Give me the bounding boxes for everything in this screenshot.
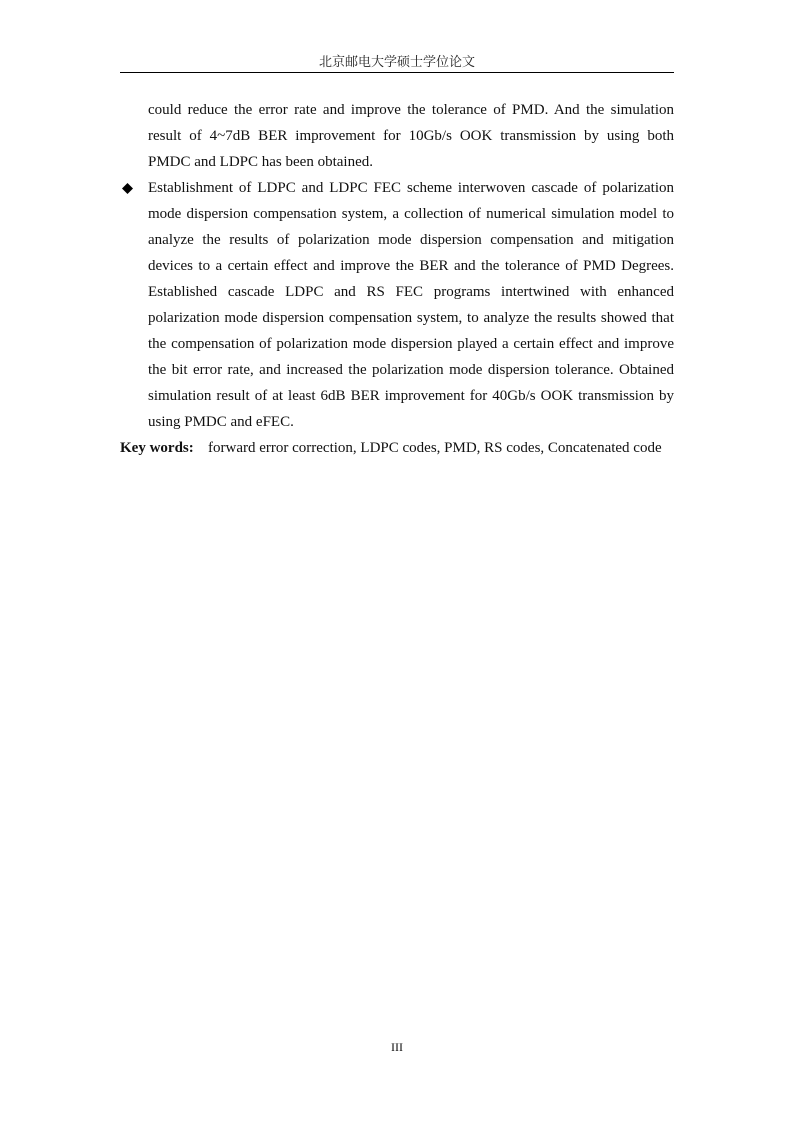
abstract-body [120, 97, 674, 461]
page-number: III [391, 1040, 403, 1054]
bullet-item-text: Establishment of LDPC and LDPC FEC scheme interwoven cascade of polarization mode dispersion compensation system, a collection of numerical simulation model to analyze the results of polarization mode dispersion compensation and mitigation devices to a certain effect and improve the BER and the tolerance of PMD Degrees. Established cascade LDPC and RS FEC programs intertwined with enhanced polarization mode dispersion compensation system, to analyze the results showed that the compensation of polarization mode dispersion played a certain effect and improve the bit error rate, and increased the polarization mode dispersion tolerance. Obtained simulation result of at least 6dB BER improvement for 40Gb/s OOK transmission by using PMDC and eFEC. [148, 180, 674, 430]
bullet-list-item [120, 175, 674, 435]
continued-paragraph: could reduce the error rate and improve the tolerance of PMD. And the simulation result of 4~7dB BER improvement for 10Gb/s OOK transmission by using both PMDC and LDPC has been obtained. [148, 102, 674, 170]
keywords-text: forward error correction, LDPC codes, PMD, RS codes, Concatenated code [208, 440, 662, 456]
running-header: 北京邮电大学硕士学位论文 [318, 54, 475, 69]
keywords-label: Key words: [120, 440, 194, 456]
header-rule [120, 72, 674, 73]
diamond-bullet-icon [122, 183, 133, 194]
keywords-block [120, 435, 674, 461]
